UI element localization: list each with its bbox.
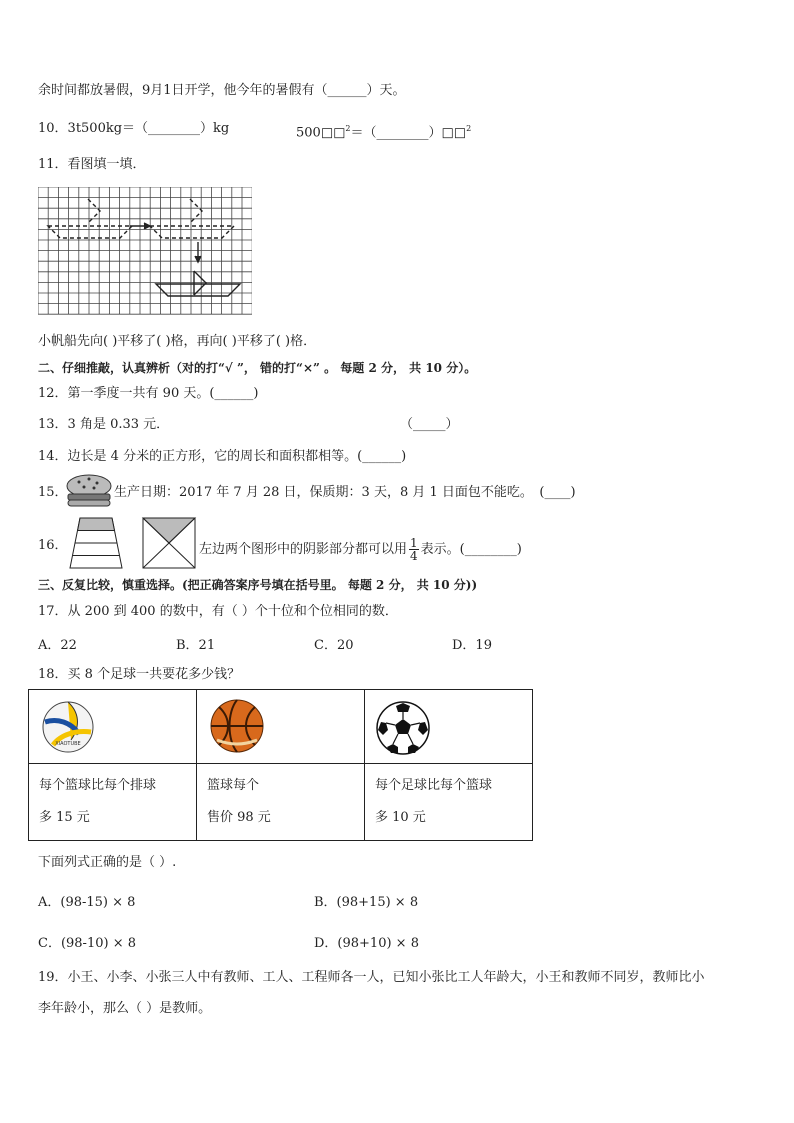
bread-icon <box>64 472 114 508</box>
q18-option-a: A．(98-15) × 8 <box>38 895 136 910</box>
section-3-heading: 三、反复比较，慎重选择。(把正确答案序号填在括号里。 每题 2 分， 共 10 分)) <box>38 578 478 592</box>
q15-number: 15． <box>38 485 68 500</box>
q17-option-c: C．20 <box>314 638 354 653</box>
q17-option-d: D．19 <box>452 638 492 653</box>
q13: 13．3 角是 0.33 元． <box>38 417 170 432</box>
volleyball-cell <box>29 690 197 764</box>
volleyball-price-text: 每个篮球比每个排球 多 15 元 <box>29 764 197 841</box>
q9-continuation: 余时间都放暑假，9月1日开学，他今年的暑假有（______）天。 <box>38 83 406 98</box>
q15: 生产日期：2017 年 7 月 28 日，保质期：3 天，8 月 1 日面包不能吃。 (____) <box>114 485 576 500</box>
q17: 17．从 200 到 400 的数中，有（ ）个十位和个位相同的数． <box>38 604 398 619</box>
q18-option-b: B．(98+15) × 8 <box>314 895 419 910</box>
square-shaded-figure <box>141 516 197 570</box>
q18: 18．买 8 个足球一共要花多少钱？ <box>38 667 241 682</box>
q16-number: 16． <box>38 538 68 553</box>
q16: 左边两个图形中的阴影部分都可以用 $\frac{1}{4}$ 表示。(________) <box>199 536 522 563</box>
volleyball-brand: XIAOTUBE <box>55 741 81 747</box>
basketball-cell <box>197 690 365 764</box>
volleyball-icon <box>41 700 95 754</box>
q12: 12．第一季度一共有 90 天。(______) <box>38 386 259 401</box>
football-cell <box>365 690 533 764</box>
q11-title: 11．看图填一填． <box>38 157 146 172</box>
q14: 14．边长是 4 分米的正方形，它的周长和面积都相等。(______) <box>38 449 407 464</box>
ball-price-table <box>28 689 533 841</box>
q18-option-d: D．(98+10) × 8 <box>314 936 419 951</box>
football-price-text: 每个足球比每个篮球 多 10 元 <box>365 764 533 841</box>
q17-option-a: A．22 <box>38 638 77 653</box>
q11-answer-line: 小帆船先向( )平移了( )格，再向( )平移了( )格． <box>38 334 317 349</box>
sailboat-grid-figure <box>38 187 252 315</box>
q19-line-2: 李年龄小，那么（ ）是教师。 <box>38 1001 212 1016</box>
basketball-icon <box>207 698 267 754</box>
q18-question: 下面列式正确的是（ ）. <box>38 855 177 870</box>
q10-part-a: 10．3t500kg＝（________）kg <box>38 121 230 136</box>
q17-option-b: B．21 <box>176 638 216 653</box>
football-icon <box>375 700 431 756</box>
trapezoid-shaded-figure <box>68 516 124 570</box>
q10-part-b: 500□□$^2$＝（________）□□$^2$ <box>296 124 472 141</box>
fraction-one-quarter: $\frac{1}{4}$ <box>410 536 418 563</box>
section-2-heading: 二、仔细推敲，认真辨析（对的打“√ ”， 错的打“×” 。 每题 2 分， 共 10 分）。 <box>38 361 477 375</box>
q18-option-c: C．(98-10) × 8 <box>38 936 136 951</box>
q19-line-1: 19．小王、小李、小张三人中有教师、工人、工程师各一人，已知小张比工人年龄大，小王和教师不同岁，教师比小 <box>38 970 705 985</box>
basketball-price-text: 篮球每个 售价 98 元 <box>197 764 365 841</box>
q13-blank: （_____） <box>400 417 459 432</box>
